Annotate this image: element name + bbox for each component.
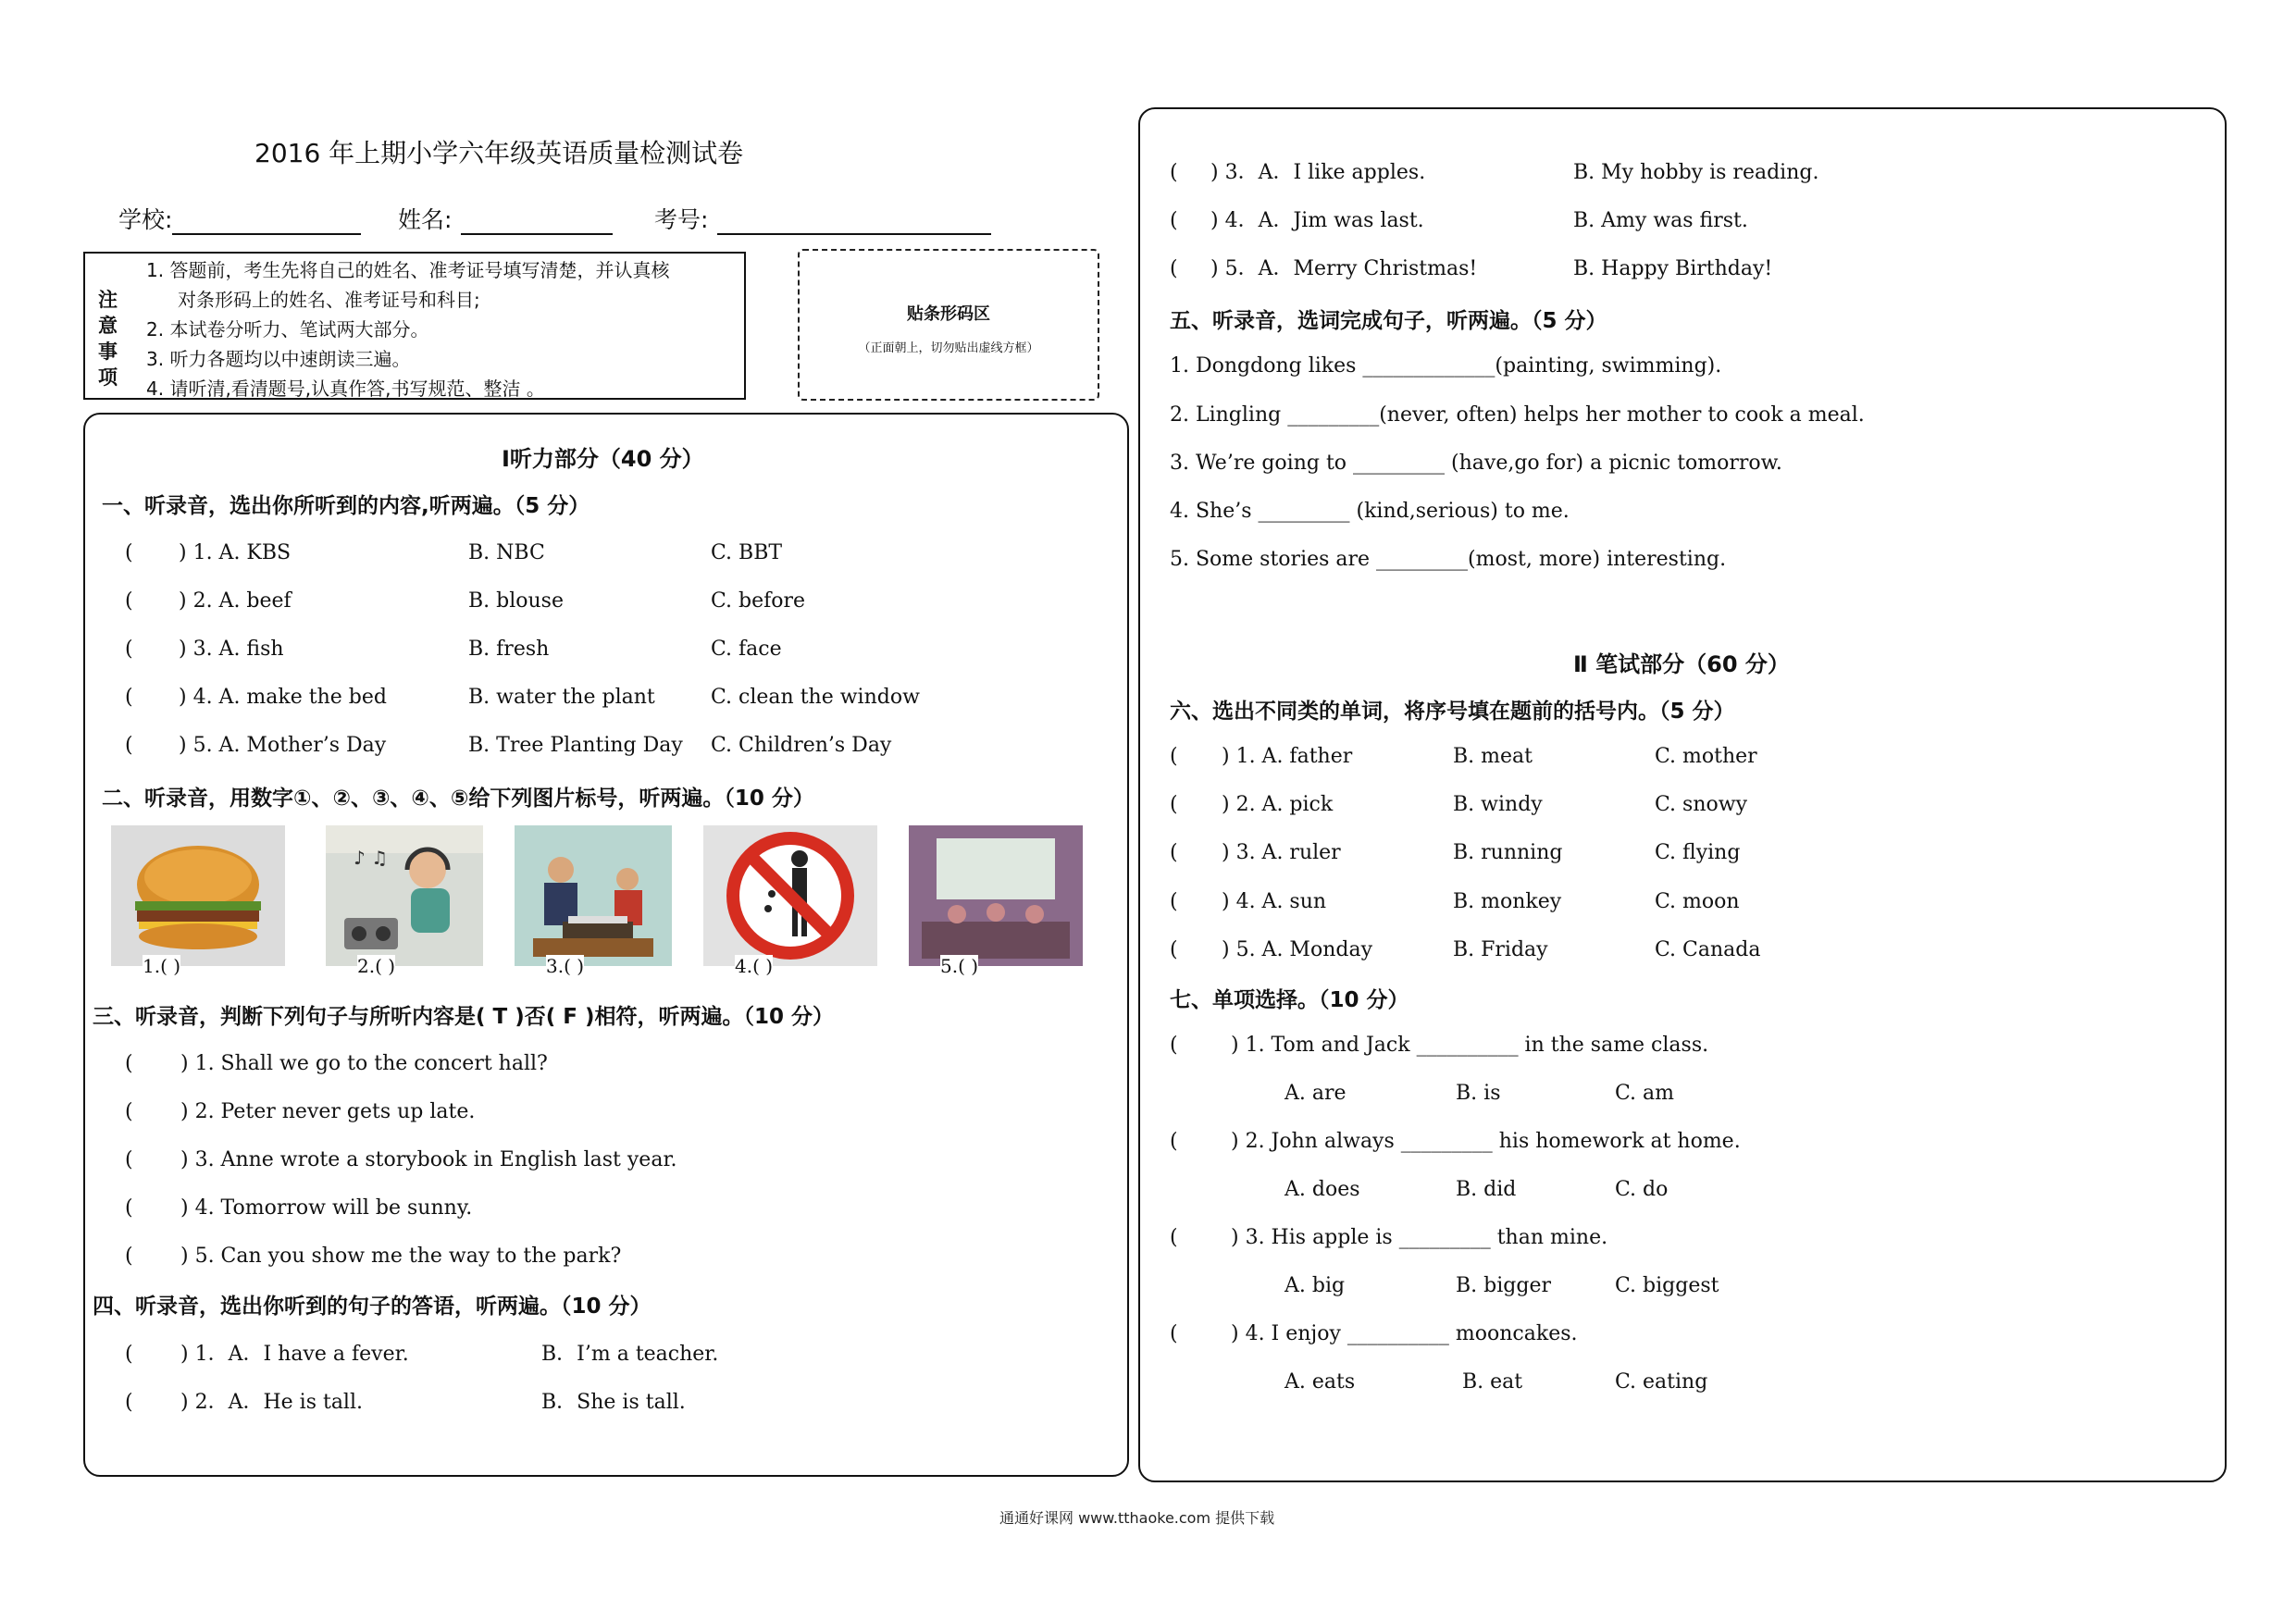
picture-label: 4.( ): [735, 955, 774, 977]
answer-bracket[interactable]: (: [1170, 793, 1178, 816]
notice-line: 3. 听力各题均以中速朗读三遍。: [146, 348, 411, 370]
answer-bracket[interactable]: (: [125, 734, 133, 757]
section4-title: 四、听录音，选出你听到的句子的答语，听两遍。（10 分）: [93, 1295, 652, 1319]
number-blank[interactable]: [717, 211, 991, 235]
section1-title: 一、听录音，选出你所听到的内容,听两遍。（5 分）: [102, 494, 590, 518]
name-blank[interactable]: [461, 211, 613, 235]
notice-line: 对条形码上的姓名、准考证号和科目;: [178, 289, 480, 311]
notice-line: 1. 答题前，考生先将自己的姓名、准考证号填写清楚，并认真核: [146, 259, 670, 281]
answer-bracket[interactable]: (: [125, 1148, 133, 1171]
barcode-note: （正面朝上，切勿贴出虚线方框）: [858, 341, 1039, 355]
answer-bracket[interactable]: (: [125, 1343, 133, 1366]
section3-title: 三、听录音，判断下列句子与所听内容是( T )否( F )相符，听两遍。（10 分）: [93, 1005, 834, 1029]
picture-label: 3.( ): [546, 955, 585, 977]
answer-bracket[interactable]: (: [1170, 209, 1178, 232]
picture-label: 2.( ): [357, 955, 396, 977]
picture-label: 1.( ): [143, 955, 181, 977]
chess-icon: [515, 825, 672, 966]
notice-line: 2. 本试卷分听力、笔试两大部分。: [146, 318, 429, 341]
cinema-icon: [909, 825, 1083, 966]
picture-listening-music: [326, 825, 483, 977]
picture-label: 5.( ): [940, 955, 979, 977]
section2-title: 二、听录音，用数字①、②、③、④、⑤给下列图片标号，听两遍。（10 分）: [102, 787, 814, 811]
picture-hamburger: [111, 825, 285, 977]
answer-bracket[interactable]: (: [125, 1052, 133, 1075]
notice-side-label: 注 意 事 项: [98, 289, 118, 389]
section5-title: 五、听录音，选词完成句子，听两遍。（5 分）: [1170, 309, 1607, 333]
barcode-title: 贴条形码区: [907, 304, 990, 324]
answer-bracket[interactable]: (: [125, 1100, 133, 1123]
answer-bracket[interactable]: (: [125, 1245, 133, 1268]
answer-bracket[interactable]: (: [125, 541, 133, 564]
number-field: [654, 202, 991, 235]
barcode-area: [798, 249, 1099, 401]
answer-bracket[interactable]: (: [125, 686, 133, 709]
picture-cinema: [909, 825, 1083, 977]
answer-bracket[interactable]: (: [125, 589, 133, 613]
name-label: 姓名:: [398, 206, 453, 233]
picture-playing-chess: [515, 825, 672, 977]
answer-bracket[interactable]: (: [1170, 257, 1178, 280]
answer-bracket[interactable]: (: [1170, 745, 1178, 768]
school-blank[interactable]: [172, 211, 361, 235]
footer-credit: 通通好课网 www.tthaoke.com 提供下载: [999, 1509, 1275, 1527]
answer-bracket[interactable]: (: [125, 1196, 133, 1220]
answer-bracket[interactable]: (: [1170, 890, 1178, 913]
written-part-title: Ⅱ 笔试部分（60 分）: [1573, 651, 1790, 677]
section6-title: 六、选出不同类的单词，将序号填在题前的括号内。（5 分）: [1170, 700, 1735, 724]
answer-bracket[interactable]: (: [1170, 1322, 1178, 1345]
answer-bracket[interactable]: (: [1170, 161, 1178, 184]
answer-bracket[interactable]: (: [125, 1391, 133, 1414]
answer-bracket[interactable]: (: [1170, 938, 1178, 961]
notice-box: [83, 252, 746, 400]
notice-lines: [146, 255, 669, 403]
answer-bracket[interactable]: (: [1170, 1130, 1178, 1153]
hamburger-icon: [111, 825, 285, 966]
name-field: [398, 202, 613, 235]
no-littering-icon: [703, 825, 877, 966]
answer-bracket[interactable]: (: [1170, 1034, 1178, 1057]
school-field: [118, 202, 361, 235]
answer-bracket[interactable]: (: [125, 638, 133, 661]
section7-title: 七、单项选择。（10 分）: [1170, 988, 1409, 1012]
school-label: 学校:: [118, 206, 173, 233]
number-label: 考号:: [654, 206, 709, 233]
notice-line: 4. 请听清,看清题号,认真作答,书写规范、整洁 。: [146, 378, 545, 400]
listening-part-title: Ⅰ听力部分（40 分）: [502, 446, 704, 472]
svg-text:♪ ♫: ♪ ♫: [354, 847, 389, 869]
picture-no-littering: [703, 825, 877, 977]
exam-title: 2016 年上期小学六年级英语质量检测试卷: [254, 138, 744, 168]
answer-bracket[interactable]: (: [1170, 1226, 1178, 1249]
listening-music-icon: [326, 825, 483, 966]
answer-bracket[interactable]: (: [1170, 841, 1178, 864]
